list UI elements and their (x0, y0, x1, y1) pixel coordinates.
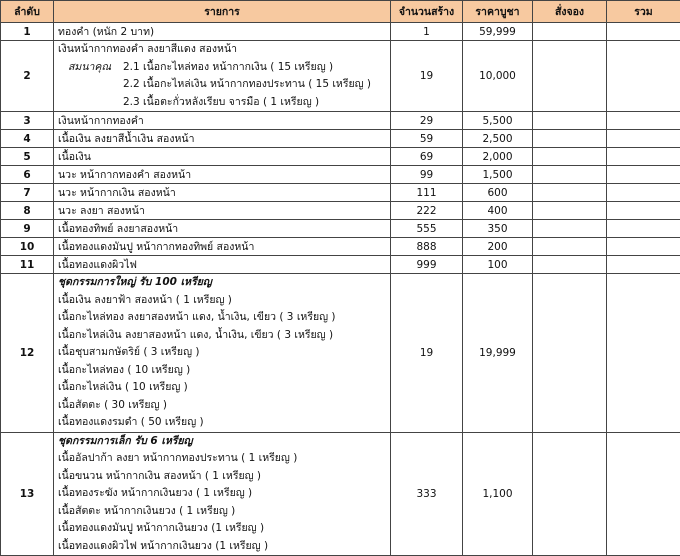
item-description (54, 238, 391, 256)
quantity-cell: 888 (391, 238, 463, 256)
quantity-cell: 333 (391, 432, 463, 556)
item-description (54, 148, 391, 166)
item-line: เนื้อทองแดงผิวไฟ หน้ากากเงินยวง (1 เหรียญ ) (58, 538, 386, 556)
row-number: 12 (1, 274, 54, 433)
quantity-cell: 111 (391, 184, 463, 202)
table-row (1, 112, 680, 130)
order-cell[interactable] (533, 148, 607, 166)
quantity-cell: 99 (391, 166, 463, 184)
item-title: เนื้อเงิน ลงยาสีน้ำเงิน สองหน้า (58, 130, 386, 147)
total-cell (607, 220, 680, 238)
order-cell[interactable] (533, 41, 607, 112)
item-description (54, 432, 391, 556)
item-description (54, 130, 391, 148)
item-line: 2.1 เนื้อกะไหล่ทอง หน้ากากเงิน ( 15 เหรียญ ) (123, 59, 333, 77)
order-cell[interactable] (533, 166, 607, 184)
item-line: เนื้อสัตตะ ( 30 เหรียญ ) (58, 397, 386, 415)
item-line: เนื้อกะไหล่เงิน ( 10 เหรียญ ) (58, 379, 386, 397)
item-description (54, 256, 391, 274)
row-number: 10 (1, 238, 54, 256)
total-cell (607, 112, 680, 130)
item-description (54, 274, 391, 433)
item-line: 2.3 เนื้อตะกั่วหลังเรียบ จารมือ ( 1 เหรียญ ) (58, 94, 386, 112)
row-number: 4 (1, 130, 54, 148)
order-cell[interactable] (533, 274, 607, 433)
item-description (54, 220, 391, 238)
item-title: เงินหน้ากากทองคำ (58, 112, 386, 129)
header-no: ลำดับ (1, 1, 54, 23)
table-row (1, 274, 680, 433)
item-title: นวะ ลงยา สองหน้า (58, 202, 386, 219)
table-row (1, 23, 680, 41)
order-cell[interactable] (533, 202, 607, 220)
table-row (1, 166, 680, 184)
item-title: ชุดกรรมการใหญ่ รับ 100 เหรียญ (58, 274, 386, 292)
price-cell: 100 (463, 256, 533, 274)
item-line: เนื้อกะไหล่ทอง ลงยาสองหน้า แดง, น้ำเงิน, เขียว ( 3 เหรียญ ) (58, 309, 386, 327)
item-title: เนื้อเงิน (58, 148, 386, 165)
order-cell[interactable] (533, 220, 607, 238)
table-row (1, 432, 680, 556)
price-cell: 59,999 (463, 23, 533, 41)
item-line: เนื้อทองแดงรมดำ ( 50 เหรียญ ) (58, 414, 386, 432)
item-line: เนื้อทองระฆัง หน้ากากเงินยวง ( 1 เหรียญ ) (58, 485, 386, 503)
header-total: รวม (607, 1, 680, 23)
item-title: นวะ หน้ากากเงิน สองหน้า (58, 184, 386, 201)
item-line: เนื้อขนวน หน้ากากเงิน สองหน้า ( 1 เหรียญ ) (58, 468, 386, 486)
item-description (54, 23, 391, 41)
item-line: เนื้อชุบสามกษัตริย์ ( 3 เหรียญ ) (58, 344, 386, 362)
price-cell: 400 (463, 202, 533, 220)
quantity-cell: 29 (391, 112, 463, 130)
row-number: 5 (1, 148, 54, 166)
total-cell (607, 184, 680, 202)
quantity-cell: 19 (391, 41, 463, 112)
total-cell (607, 256, 680, 274)
table-row (1, 148, 680, 166)
quantity-cell: 555 (391, 220, 463, 238)
total-cell (607, 274, 680, 433)
item-description (54, 184, 391, 202)
price-cell: 19,999 (463, 274, 533, 433)
price-cell: 10,000 (463, 41, 533, 112)
total-cell (607, 202, 680, 220)
row-number: 13 (1, 432, 54, 556)
order-cell[interactable] (533, 130, 607, 148)
item-line: เนื้อกะไหล่เงิน ลงยาสองหน้า แดง, น้ำเงิน, เขียว ( 3 เหรียญ ) (58, 327, 386, 345)
order-cell[interactable] (533, 112, 607, 130)
item-line: 2.2 เนื้อกะไหล่เงิน หน้ากากทองประทาน ( 15 เหรียญ ) (58, 76, 386, 94)
item-title: เนื้อทองทิพย์ ลงยาสองหน้า (58, 220, 386, 237)
row-number: 6 (1, 166, 54, 184)
total-cell (607, 41, 680, 112)
total-cell (607, 432, 680, 556)
total-cell (607, 148, 680, 166)
row-number: 11 (1, 256, 54, 274)
table-row (1, 184, 680, 202)
price-cell: 2,000 (463, 148, 533, 166)
total-cell (607, 238, 680, 256)
item-title: เงินหน้ากากทองคำ ลงยาสีแดง สองหน้า (58, 41, 386, 59)
item-description (54, 202, 391, 220)
order-cell[interactable] (533, 238, 607, 256)
table-row (1, 220, 680, 238)
item-description (54, 112, 391, 130)
item-line: เนื้ออัลปาก้า ลงยา หน้ากากทองประทาน ( 1 เหรียญ ) (58, 450, 386, 468)
total-cell (607, 23, 680, 41)
price-cell: 1,500 (463, 166, 533, 184)
row-number: 1 (1, 23, 54, 41)
table-row (1, 41, 680, 112)
price-cell: 1,100 (463, 432, 533, 556)
item-description (54, 166, 391, 184)
price-cell: 350 (463, 220, 533, 238)
item-title: เนื้อทองแดงผิวไฟ (58, 256, 386, 273)
item-title: ชุดกรรมการเล็ก รับ 6 เหรียญ (58, 433, 386, 451)
price-cell: 200 (463, 238, 533, 256)
quantity-cell: 19 (391, 274, 463, 433)
quantity-cell: 69 (391, 148, 463, 166)
quantity-cell: 999 (391, 256, 463, 274)
total-cell (607, 130, 680, 148)
table-row (1, 238, 680, 256)
price-cell: 600 (463, 184, 533, 202)
header-order: สั่งจอง (533, 1, 607, 23)
table-row (1, 130, 680, 148)
item-line: เนื้อสัตตะ หน้ากากเงินยวง ( 1 เหรียญ ) (58, 503, 386, 521)
item-title: ทองคำ (หนัก 2 บาท) (58, 23, 386, 40)
row-number: 3 (1, 112, 54, 130)
row-number: 2 (1, 41, 54, 112)
item-title: นวะ หน้ากากทองคำ สองหน้า (58, 166, 386, 183)
bonus-label: สมนาคุณ (58, 59, 123, 77)
quantity-cell: 222 (391, 202, 463, 220)
header-item: รายการ (54, 1, 391, 23)
row-number: 7 (1, 184, 54, 202)
header-row (1, 1, 680, 23)
order-cell[interactable] (533, 432, 607, 556)
item-line: เนื้อทองแดงมันปู หน้ากากเงินยวง (1 เหรียญ ) (58, 520, 386, 538)
total-cell (607, 166, 680, 184)
table-row (1, 202, 680, 220)
item-description (54, 41, 391, 112)
price-cell: 2,500 (463, 130, 533, 148)
item-line: เนื้อกะไหล่ทอง ( 10 เหรียญ ) (58, 362, 386, 380)
order-cell[interactable] (533, 256, 607, 274)
quantity-cell: 1 (391, 23, 463, 41)
price-cell: 5,500 (463, 112, 533, 130)
row-number: 8 (1, 202, 54, 220)
order-cell[interactable] (533, 184, 607, 202)
item-title: เนื้อทองแดงมันปู หน้ากากทองทิพย์ สองหน้า (58, 238, 386, 255)
item-line: เนื้อเงิน ลงยาฟ้า สองหน้า ( 1 เหรียญ ) (58, 292, 386, 310)
header-qty: จำนวนสร้าง (391, 1, 463, 23)
table-row (1, 256, 680, 274)
header-price: ราคาบูชา (463, 1, 533, 23)
order-cell[interactable] (533, 23, 607, 41)
row-number: 9 (1, 220, 54, 238)
quantity-cell: 59 (391, 130, 463, 148)
